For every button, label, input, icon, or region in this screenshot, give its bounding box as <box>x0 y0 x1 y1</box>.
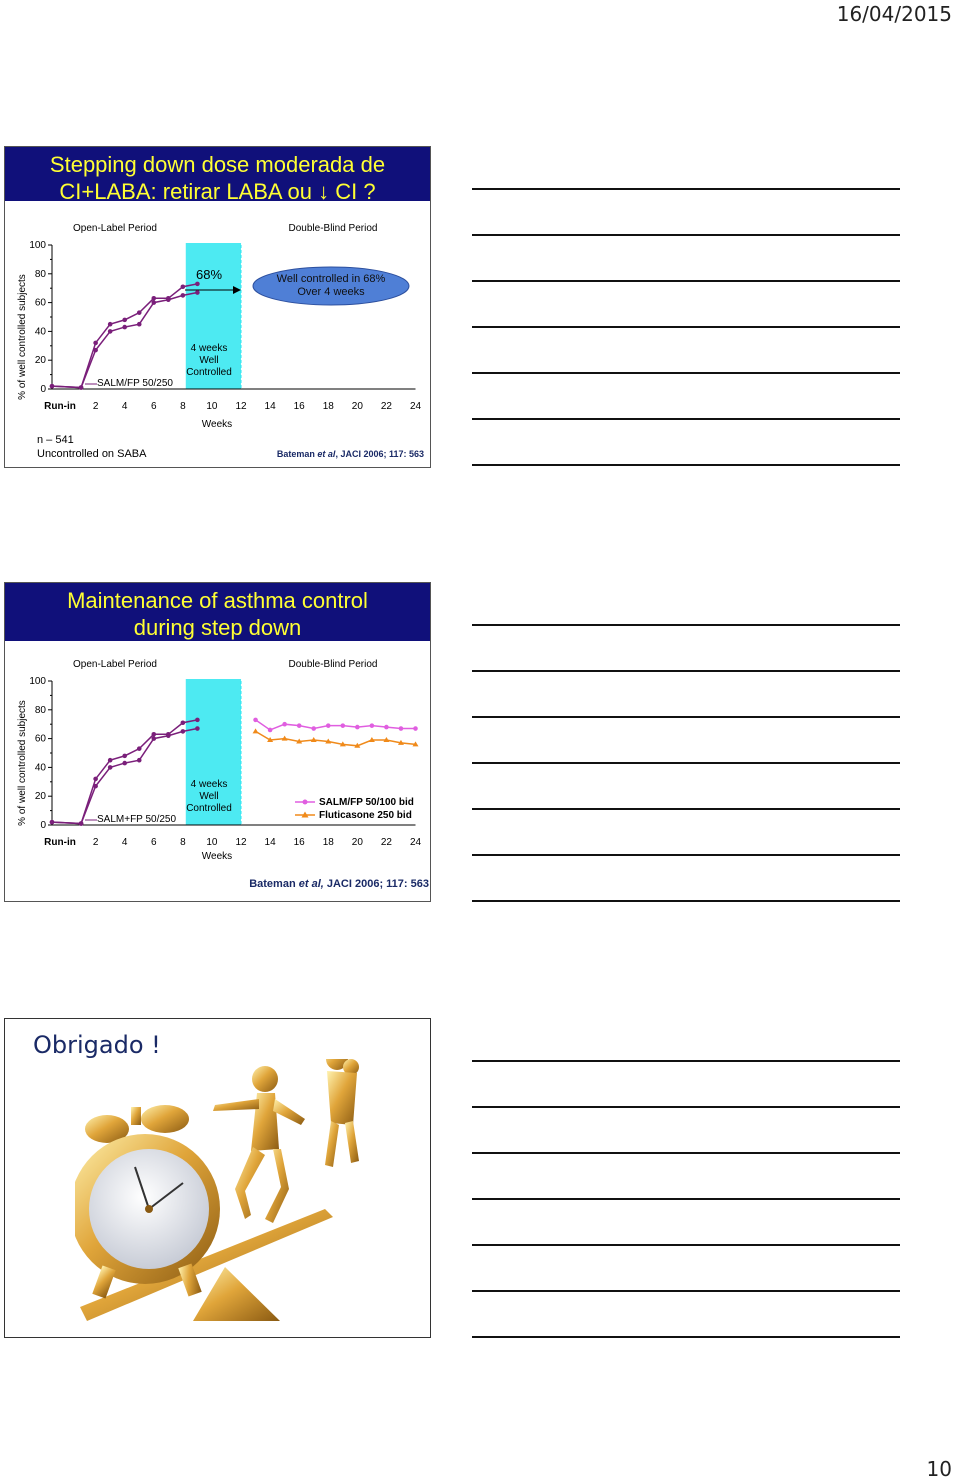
series-point <box>195 290 200 295</box>
series-line <box>52 720 197 824</box>
series-point <box>50 820 55 825</box>
series-line <box>52 284 197 388</box>
callout-line-1: Well controlled in 68% <box>276 273 386 285</box>
series-line <box>52 729 197 824</box>
legend-label-salm: SALM/FP 50/100 bid <box>319 797 414 808</box>
citation-pre: Bateman <box>276 449 318 459</box>
x-tick-label: 4 <box>121 401 128 412</box>
series-point <box>151 296 156 301</box>
x-tick-label: 8 <box>180 401 186 412</box>
series-line <box>256 720 416 730</box>
citation <box>249 878 429 890</box>
series-point <box>181 729 186 734</box>
uncontrolled-label: Uncontrolled on SABA <box>37 448 147 460</box>
series-point <box>93 348 98 353</box>
x-tick-label: 20 <box>351 837 363 848</box>
x-tick-label: 12 <box>235 401 247 412</box>
series-line <box>256 731 416 745</box>
sample-size: n – 541 <box>37 434 74 446</box>
series-point <box>151 300 156 305</box>
series-point <box>297 723 302 728</box>
chart-well-controlled <box>5 201 430 467</box>
series-point <box>413 726 418 731</box>
band-label-1: 4 weeks <box>190 779 228 790</box>
y-tick-label: 0 <box>40 384 46 395</box>
series-point <box>253 728 259 733</box>
x-tick-label: 20 <box>351 401 363 412</box>
series-point <box>195 726 200 731</box>
callout-line-2: Over 4 weeks <box>297 286 365 298</box>
series-point <box>268 728 273 733</box>
series-point <box>122 318 127 323</box>
x-tick-label: 6 <box>150 401 157 412</box>
band-label-3: Controlled <box>186 803 232 814</box>
series-point <box>384 725 389 730</box>
gold-figure-holding-child-icon <box>325 1059 359 1167</box>
series-label: SALM+FP 50/250 <box>97 814 177 825</box>
note-line <box>472 372 900 374</box>
note-line <box>472 854 900 856</box>
series-point <box>50 384 55 389</box>
x-tick-label: 12 <box>235 837 247 848</box>
note-line <box>472 188 900 190</box>
note-line <box>472 670 900 672</box>
note-line <box>472 234 900 236</box>
x-tick-label: 14 <box>264 401 276 412</box>
period-open-label: Open-Label Period <box>73 223 157 234</box>
gold-figures-clock-seesaw-illustration <box>75 1059 375 1329</box>
y-tick-label: 40 <box>34 762 46 774</box>
legend <box>295 797 414 821</box>
x-tick-label: 10 <box>206 401 218 412</box>
series-point <box>166 733 171 738</box>
series-point <box>181 720 186 725</box>
series-point <box>108 758 113 763</box>
series-point <box>282 722 287 727</box>
legend-marker-salm <box>303 800 308 805</box>
x-tick-label: Run-in <box>44 837 76 848</box>
note-line <box>472 900 900 902</box>
series-point <box>79 821 84 826</box>
x-tick-label: 2 <box>92 401 99 412</box>
x-tick-label: Run-in <box>44 401 76 412</box>
seesaw-fulcrum <box>193 1267 280 1321</box>
series-point <box>341 723 346 728</box>
series-point <box>108 322 113 327</box>
x-axis-label: Weeks <box>201 851 233 862</box>
x-tick-label: 22 <box>380 401 392 412</box>
series-point <box>122 325 127 330</box>
note-line <box>472 1244 900 1246</box>
slide-title <box>5 147 430 204</box>
down-arrow-icon: ↓ <box>318 179 330 204</box>
citation-post: JACI 2006; 117: 563 <box>323 878 429 890</box>
x-tick-label: 8 <box>180 837 186 848</box>
title-line-2a: CI+LABA: retirar LABA ou <box>59 179 312 204</box>
series-point <box>108 329 113 334</box>
x-tick-label: 18 <box>322 837 334 848</box>
note-line <box>472 624 900 626</box>
series-point <box>93 784 98 789</box>
note-line <box>472 1060 900 1062</box>
series-point <box>93 777 98 782</box>
x-tick-label: 22 <box>380 837 392 848</box>
band-label-2: Well <box>199 791 219 802</box>
y-tick-label: 0 <box>40 820 46 831</box>
series-point <box>122 754 127 759</box>
series-point <box>195 718 200 723</box>
slide-obrigado <box>4 1018 431 1338</box>
y-tick-label: 100 <box>29 676 46 687</box>
citation-em: et al, <box>298 878 324 890</box>
note-line <box>472 464 900 466</box>
x-axis-label: Weeks <box>201 419 233 430</box>
slide-maintenance <box>4 582 431 902</box>
note-line <box>472 326 900 328</box>
title-line-2b: CI ? <box>335 179 376 204</box>
citation <box>277 449 424 459</box>
page-date: 16/04/2015 <box>836 2 952 26</box>
series-point <box>151 732 156 737</box>
y-axis-label: % of well controlled subjects <box>17 274 28 400</box>
note-line <box>472 1106 900 1108</box>
series-point <box>137 758 142 763</box>
title-line-1: Stepping down dose moderada de <box>49 152 386 177</box>
gold-figure-walking-icon <box>213 1066 305 1223</box>
note-line <box>472 716 900 718</box>
highlight-percent: 68% <box>195 267 223 282</box>
series-point <box>137 310 142 315</box>
x-tick-label: 16 <box>293 837 305 848</box>
series-point <box>122 761 127 766</box>
citation-pre: Bateman <box>249 878 299 890</box>
y-tick-label: 60 <box>34 297 46 309</box>
note-line <box>472 1336 900 1338</box>
note-line <box>472 808 900 810</box>
y-tick-label: 20 <box>34 355 46 367</box>
citation-em: et al <box>317 449 336 459</box>
thank-you-text: Obrigado ! <box>33 1031 161 1059</box>
note-line <box>472 418 900 420</box>
legend-label-flut: Fluticasone 250 bid <box>319 810 412 821</box>
band-label-1: 4 weeks <box>190 343 228 354</box>
x-tick-label: 14 <box>264 837 276 848</box>
series-line <box>52 293 197 388</box>
series-point <box>311 726 316 731</box>
x-tick-label: 4 <box>121 837 128 848</box>
series-point <box>326 723 331 728</box>
y-tick-label: 20 <box>34 791 46 803</box>
x-tick-label: 24 <box>409 837 422 848</box>
x-tick-label: 24 <box>409 401 422 412</box>
series-point <box>166 297 171 302</box>
band-label-2: Well <box>199 355 219 366</box>
x-tick-label: 18 <box>322 401 334 412</box>
chart-step-down <box>5 641 430 901</box>
citation-post: , JACI 2006; 117: 563 <box>335 449 424 459</box>
slide-title <box>5 583 430 641</box>
x-tick-label: 6 <box>150 837 157 848</box>
series-label: SALM/FP 50/250 <box>97 378 173 389</box>
series-point <box>108 765 113 770</box>
series-point <box>181 284 186 289</box>
note-line <box>472 1152 900 1154</box>
y-tick-label: 100 <box>29 240 46 251</box>
series-point <box>181 293 186 298</box>
series-point <box>370 723 375 728</box>
y-axis-label: % of well controlled subjects <box>17 700 28 826</box>
page-number: 10 <box>926 1457 952 1481</box>
band-label-3: Controlled <box>186 367 232 378</box>
note-line <box>472 1198 900 1200</box>
series-point <box>93 341 98 346</box>
title-line-2: during step down <box>133 615 302 640</box>
y-tick-label: 80 <box>34 268 46 280</box>
x-tick-label: 10 <box>206 837 218 848</box>
series-point <box>195 282 200 287</box>
series-point <box>79 385 84 390</box>
note-line <box>472 762 900 764</box>
series-point <box>355 725 360 730</box>
series-point <box>137 322 142 327</box>
y-tick-label: 40 <box>34 326 46 338</box>
x-tick-label: 2 <box>92 837 99 848</box>
series-point <box>137 746 142 751</box>
title-line-1: Maintenance of asthma control <box>67 588 368 613</box>
period-double-label: Double-Blind Period <box>288 223 378 234</box>
x-tick-label: 16 <box>293 401 305 412</box>
y-tick-label: 60 <box>34 733 46 745</box>
data-series <box>50 282 200 390</box>
y-tick-label: 80 <box>34 704 46 716</box>
period-double-label: Double-Blind Period <box>288 659 378 670</box>
series-point <box>399 726 404 731</box>
note-line <box>472 1290 900 1292</box>
note-line <box>472 280 900 282</box>
series-point <box>151 736 156 741</box>
slide-stepping-down <box>4 146 431 468</box>
period-open-label: Open-Label Period <box>73 659 157 670</box>
series-point <box>253 718 258 723</box>
